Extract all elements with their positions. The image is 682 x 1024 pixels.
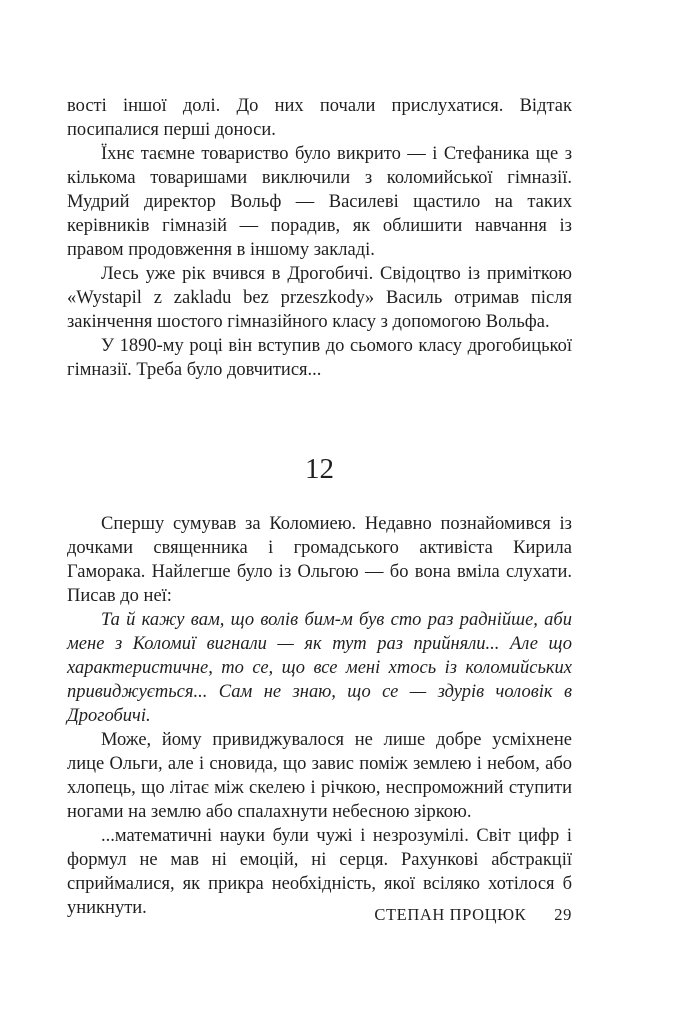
footer-author: СТЕПАН ПРОЦЮК	[374, 905, 527, 924]
page-number: 29	[554, 905, 572, 924]
paragraph: Спершу сумував за Коломиею. Недавно познайомився із дочками священника і громадського активіста Кирила Гаморака. Найлегше було із Ольгою — бо вона вміла слухати. Писав до неї:	[67, 514, 572, 606]
paragraph: У 1890-му році він вступив до сьомого класу дрогобицької гімназії. Треба було довчитися...	[67, 336, 572, 380]
paragraph: Може, йому привиджувалося не лише добре усміхнене лице Ольги, але і сновида, що завис поміж землею і небом, або хлопець, що літає між скелею і річкою, неспроможний ступити ногами на землю або спалахнути небесною зіркою.	[67, 730, 572, 822]
page-footer	[67, 904, 572, 926]
page-text-block	[67, 0, 572, 920]
paragraph: ...математичні науки були чужі і незрозумілі. Світ цифр і формул не мав ні емоцій, ні серця. Рахункові абстракції сприймалися, як прикра необхідність, якої всіляко хотілося б уникнути.	[67, 826, 572, 918]
paragraph-continuation: вості іншої долі. До них почали прислухатися. Відтак посипалися перші доноси.	[67, 96, 572, 140]
chapter-heading: 12	[305, 453, 334, 485]
paragraph-quote-italic: Та й кажу вам, що волів бим-м був сто раз раднійше, аби мене з Коломиї вигнали — як тут раз прийняли... Але що характеристичне, то се, що все мені хтось із коломийських привиджується... Сам не знаю, що се — здурів чоловік в Дрогобичі.	[67, 610, 572, 726]
paragraph: Їхнє таємне товариство було викрито — і Стефаника ще з кількома товаришами виключили з коломийської гімназії. Мудрий директор Вольф — Василеві щастило на таких керівників гімназій — порадив, як облишити навчання із правом продовження в іншому закладі.	[67, 144, 572, 260]
paragraph: Лесь уже рік вчився в Дрогобичі. Свідоцтво із приміткою «Wystapil z zakladu bez przeszkody» Василь отримав після закінчення шостого гімназійного класу з допомогою Вольфа.	[67, 264, 572, 332]
